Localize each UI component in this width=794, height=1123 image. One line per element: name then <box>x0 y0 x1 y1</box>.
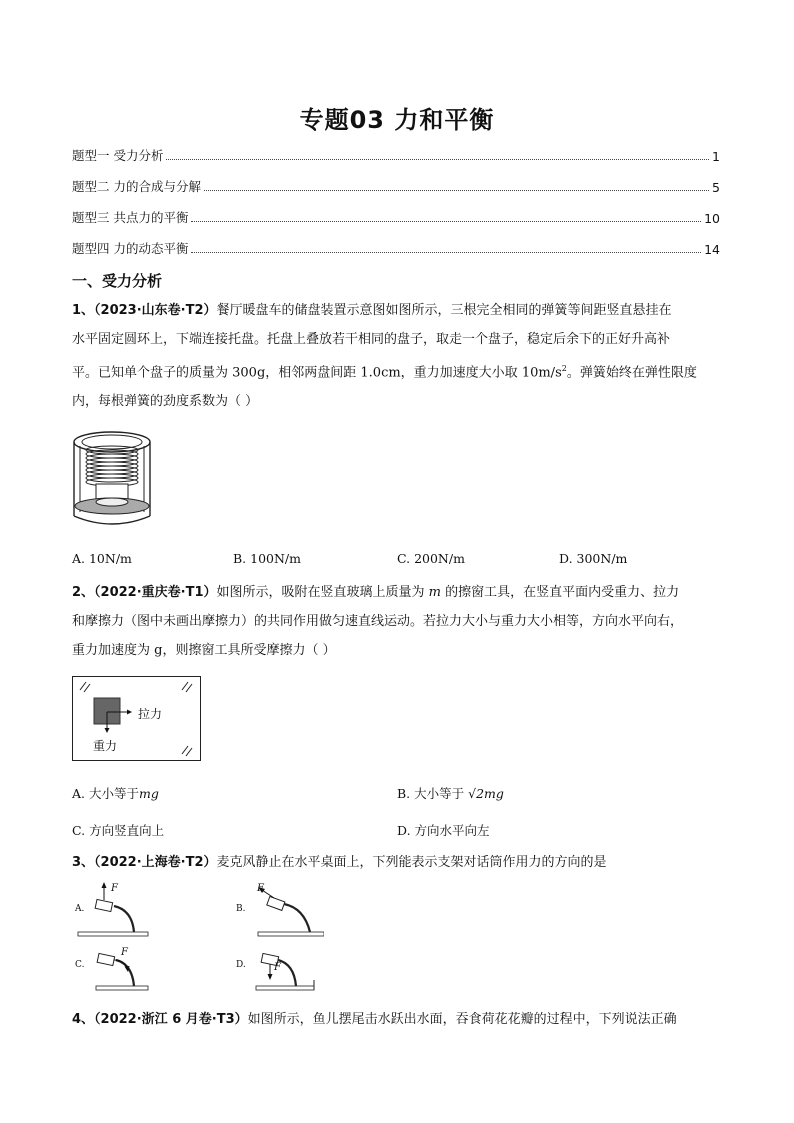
option-label: B. <box>236 904 246 914</box>
variable-m: m <box>428 585 441 600</box>
toc-page: 1 <box>712 149 720 164</box>
question-line: 内，每根弹簧的劲度系数为（ ） <box>72 394 259 410</box>
force-label: F <box>121 947 128 958</box>
toc-leader <box>204 190 709 191</box>
option-label: D. <box>236 960 246 970</box>
option-label: B. 大小等于 <box>397 786 469 801</box>
plate-warmer-figure <box>70 428 154 530</box>
question-line: 和摩擦力（图中未画出摩擦力）的共同作用做匀速直线运动。若拉力大小与重力大小相等，方向水平向右， <box>72 614 684 629</box>
q2-option-d[interactable]: D. 方向水平向左 <box>397 823 490 838</box>
question-1-text <box>72 296 732 416</box>
force-arrow-icon <box>125 966 130 972</box>
question-line: 。弹簧始终在弹性限度 <box>566 365 697 381</box>
question-line: 重力加速度为 g，则擦窗工具所受摩擦力（ ） <box>72 643 336 658</box>
question-source: （2022·上海卷·T2） <box>94 855 217 870</box>
question-line: 餐厅暖盘车的储盘装置示意图如图所示，三根完全相同的弹簧等间距竖直悬挂在 <box>216 303 672 318</box>
toc-item-2[interactable] <box>72 175 720 195</box>
q1-option-a[interactable]: A. 10N/m <box>72 551 132 566</box>
toc-item-4[interactable] <box>72 237 720 257</box>
toc-item-1[interactable] <box>72 144 720 164</box>
window-cleaner-figure <box>72 676 202 762</box>
page-title: 专题03 力和平衡 <box>299 106 495 134</box>
question-number: 3、 <box>72 855 95 870</box>
q2-option-c[interactable]: C. 方向竖直向上 <box>72 823 165 838</box>
question-2-text <box>72 578 732 665</box>
toc-page: 14 <box>704 242 720 257</box>
q2-option-a[interactable] <box>72 784 159 802</box>
option-label: A. 大小等于 <box>72 786 139 801</box>
question-4-text <box>72 1005 732 1034</box>
option-value: mg <box>138 786 159 801</box>
question-line: 如图所示，鱼儿摆尾击水跃出水面，吞食荷花花瓣的过程中，下列说法正确 <box>247 1012 677 1027</box>
question-source: （2022·浙江 6 月卷·T3） <box>94 1012 248 1027</box>
question-line: 水平固定圆环上，下端连接托盘。托盘上叠放若干相同的盘子，取走一个盘子，稳定后余下的正好升高补 <box>72 332 671 347</box>
toc-page: 5 <box>712 180 720 195</box>
toc-label: 题型一 受力分析 <box>72 148 164 163</box>
force-label: F <box>257 883 264 894</box>
question-line: 的擦窗工具，在竖直平面内受重力、拉力 <box>441 585 680 600</box>
q2-option-b[interactable] <box>397 784 504 802</box>
question-number: 1、 <box>72 303 95 318</box>
question-line: 麦克风静止在水平桌面上，下列能表示支架对话筒作用力的方向的是 <box>216 855 607 870</box>
question-source: （2022·重庆卷·T1） <box>94 585 217 600</box>
force-label: F <box>111 883 118 894</box>
option-value: √2mg <box>468 786 504 801</box>
q1-option-d[interactable]: D. 300N/m <box>559 551 628 566</box>
superscript: 2 <box>561 364 567 373</box>
toc-label: 题型二 力的合成与分解 <box>72 179 201 194</box>
force-arrow-icon <box>268 974 273 980</box>
question-line: 如图所示，吸附在竖直玻璃上质量为 <box>216 585 429 600</box>
option-label: A. <box>75 904 85 914</box>
q1-option-b[interactable]: B. 100N/m <box>233 551 301 566</box>
toc-leader <box>166 159 709 160</box>
force-label: F <box>274 962 281 973</box>
toc-item-3[interactable] <box>72 206 720 226</box>
toc-label: 题型四 力的动态平衡 <box>72 241 189 256</box>
toc-label: 题型三 共点力的平衡 <box>72 210 189 225</box>
q1-option-c[interactable]: C. 200N/m <box>397 551 465 566</box>
section-heading: 一、受力分析 <box>72 272 163 290</box>
toc-page: 10 <box>704 211 720 226</box>
toc-leader <box>191 252 701 253</box>
option-label: C. <box>75 960 85 970</box>
toc-leader <box>191 221 701 222</box>
mic-figure-b[interactable] <box>234 880 324 938</box>
question-3-text <box>72 848 732 877</box>
question-source: （2023·山东卷·T2） <box>94 303 217 318</box>
figure-label-gravity: 重力 <box>93 739 118 753</box>
figure-label-pull: 拉力 <box>138 707 163 721</box>
question-number: 2、 <box>72 585 95 600</box>
force-arrow-icon <box>102 882 107 888</box>
question-number: 4、 <box>72 1012 95 1027</box>
question-line: 平。已知单个盘子的质量为 300g，相邻两盘间距 1.0cm，重力加速度大小取 10m/s <box>72 365 562 381</box>
